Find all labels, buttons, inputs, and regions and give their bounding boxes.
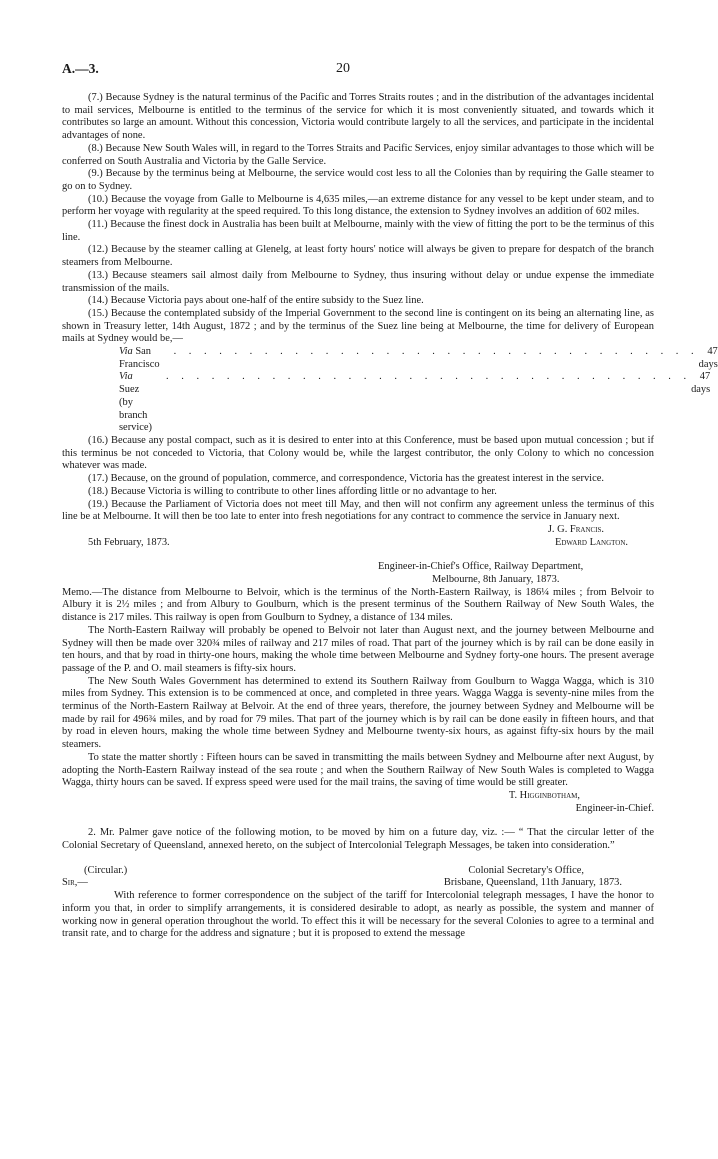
reason-paragraph: (15.) Because the contemplated subsidy of the Imperial Government to the second line is contingent on its being an alternating line, as shown in Treasury letter, 14th August, 1872 ; and by the terminus of the Suez line being at Melbourne, the time for delivery of European mails at Sydney would be,— xyxy=(62,307,654,345)
route-row xyxy=(62,371,711,435)
route-via: Via xyxy=(119,346,133,358)
circular-body: With reference to former correspondence on the subject of the tariff for Intercolonial telegraph messages, I have the honor to inform you that, in order to simplify arrangements, it is considered desirable to adopt, as nearly as possible, the system and manner of working now in general operation throughout the world. To effect this it will be necessary for the several Colonies to agree to a terminal and transit rate, and to charge for the address and signature ; but it is proposed to extend the message xyxy=(62,890,654,940)
leader-dots: . . . . . . . . . . . . . . . . . . . . . . . . . . . . . . . . . . . xyxy=(173,346,699,358)
motion-paragraph: 2. Mr. Palmer gave notice of the following motion, to be moved by him on a future day, viz. :— “ That the circular letter of the Colonial Secretary of Queensland, annexed hereto, on the subject of Intercolonial Telegraph Messages, be taken into consideration.” xyxy=(62,827,654,852)
reason-paragraph: (10.) Because the voyage from Galle to Melbourne is 4,635 miles,—an extreme distance for any vessel to be kept under steam, and to perform her voyage with regularity at the speed required. To this long distance, the extension to Sydney involves an addition of 602 miles. xyxy=(62,193,654,218)
route-days: 47 days xyxy=(698,346,718,370)
circular-place-date: Brisbane, Queensland, 11th January, 1873. xyxy=(443,877,622,889)
reason-paragraph: (13.) Because steamers sail almost daily from Melbourne to Sydney, thus insuring without delay or undue expense the immediate transmission of the mails. xyxy=(62,269,654,294)
memo-office: Engineer-in-Chief's Office, Railway Department, xyxy=(378,561,584,573)
memo-paragraph: Memo.—The distance from Melbourne to Belvoir, which is the terminus of the North-Eastern Railway, is 186¼ miles ; from Belvoir to Albury it is 2½ miles ; and from Albury to Goulburn, which is the present terminus of the Southern Railway of New South Wales, the distance is 217 miles. This railway is open from Goulburn to Sydney, a distance of 134 miles. xyxy=(62,586,654,624)
reason-paragraph: (8.) Because New South Wales will, in regard to the Torres Straits and Pacific Services, enjoy similar advantages to those which will be conferred on South Australia and Victoria by the Galle Service. xyxy=(62,142,654,167)
reason-paragraph: (17.) Because, on the ground of population, commerce, and correspondence, Victoria has the greatest interest in the service. xyxy=(88,473,604,485)
route-name: Suez (by branch service) xyxy=(119,384,153,434)
leader-dots: . . . . . . . . . . . . . . . . . . . . . . . . . . . . . . . . . . . xyxy=(166,371,692,383)
circular-office: Colonial Secretary's Office, xyxy=(468,864,584,876)
memo-signature-title: Engineer-in-Chief. xyxy=(575,802,654,814)
signature-line xyxy=(62,537,654,550)
route-row xyxy=(62,346,718,371)
reason-paragraph: (11.) Because the finest dock in Australia has been built at Melbourne, mainly with the view of fitting the port to be the terminus of this line. xyxy=(62,219,654,243)
memo-paragraph: To state the matter shortly : Fifteen hours can be saved in transmitting the mails between Sydney and Melbourne after next August, by adopting the North-Eastern Railway instead of the sea route ; and when the Southern Railway of New South Wales is completed to Wagga Wagga, thirty hours can be saved. If express speed were used for the mail trains, the saving of time would be still greater. xyxy=(62,751,654,789)
reason-paragraph: (19.) Because the Parliament of Victoria does not meet till May, and then will not confirm any agreement unless the terminus of this line be at Melbourne. It will then be too late to enter into fresh negotiations for any contract to commence the service in January next. xyxy=(62,498,654,523)
circular-heading xyxy=(62,865,654,878)
reason-paragraph: (9.) Because by the terminus being at Melbourne, the service would cost less to all the Colonies than by requiring the Galle steamer to go on to Sydney. xyxy=(62,168,654,192)
document-body xyxy=(62,92,718,941)
signature-date: 5th February, 1873. xyxy=(88,536,170,548)
memo-paragraph: The North-Eastern Railway will probably be opened to Belvoir not later than August next, and the journey between Melbourne and Sydney will then be made over 320¾ miles of railway and 217 miles of road. That part of the journey which is by rail can be done easily in ten hours, and that by road in thirty-one hours, making the whole time between Melbourne and Sydney forty-one hours. The present average passage of the P. and O. mail steamers is fifty-six hours. xyxy=(62,624,654,674)
page-number: 20 xyxy=(336,61,350,76)
reason-paragraph: (14.) Because Victoria pays about one-half of the entire subsidy to the Suez line. xyxy=(88,295,424,307)
route-days: 47 days xyxy=(691,371,711,396)
route-name: San Francisco xyxy=(119,346,160,370)
memo-paragraph: The New South Wales Government has determined to extend its Southern Railway from Goulburn to Wagga Wagga, which is 310 miles from Sydney. This extension is to be commenced at once, and completed in three years. Wagga Wagga is seventy-nine miles from the terminus of the North-Eastern Railway at Belvoir. At the end of three years, therefore, the journey between Sydney and Melbourne will be made by rail for 496¾ miles, and by road for 79 miles. That part of the journey which is by rail can be done easily in fifteen hours, and that by road in eleven hours, making the whole time between Sydney and Melbourne twenty-six hours, as against fifty-six hours by the mail steamers. xyxy=(62,675,654,751)
reason-paragraph: (16.) Because any postal compact, such as it is desired to enter into at this Conference, must be based upon mutual concession ; but if this terminus be not conceded to Victoria, that Colony would be, while the largest contributor, the only Colony to which no concession whatever was made. xyxy=(62,434,654,472)
circular-label: (Circular.) xyxy=(84,864,128,876)
reason-paragraph: (12.) Because by the steamer calling at Glenelg, at least forty hours' notice will always be given to prepare for despatch of the branch steamers from Melbourne. xyxy=(62,244,654,269)
memo-signature-name: T. Higginbotham, xyxy=(508,789,580,801)
memo-place-date: Melbourne, 8th January, 1873. xyxy=(432,574,560,586)
document-reference: A.—3. xyxy=(62,61,99,76)
signature-francis: J. G. Francis. xyxy=(547,523,604,535)
circular-salutation: Sir,— xyxy=(62,877,88,889)
reason-paragraph: (18.) Because Victoria is willing to contribute to other lines affording little or no advantage to her. xyxy=(88,485,497,497)
reason-paragraph: (7.) Because Sydney is the natural terminus of the Pacific and Torres Straits routes ; and in the distribution of the advantages incidental to mail services, Melbourne is entitled to the terminus of the service for which it is most conveniently situated, and towards which it contributes so large an amount. Without this concession, Victoria would contribute largely to all the services, and participate in the incidental advantages of none. xyxy=(62,92,654,142)
signature-langton: Edward Langton. xyxy=(554,536,628,548)
route-via: Via xyxy=(119,371,133,383)
circular-subheading xyxy=(62,877,654,890)
